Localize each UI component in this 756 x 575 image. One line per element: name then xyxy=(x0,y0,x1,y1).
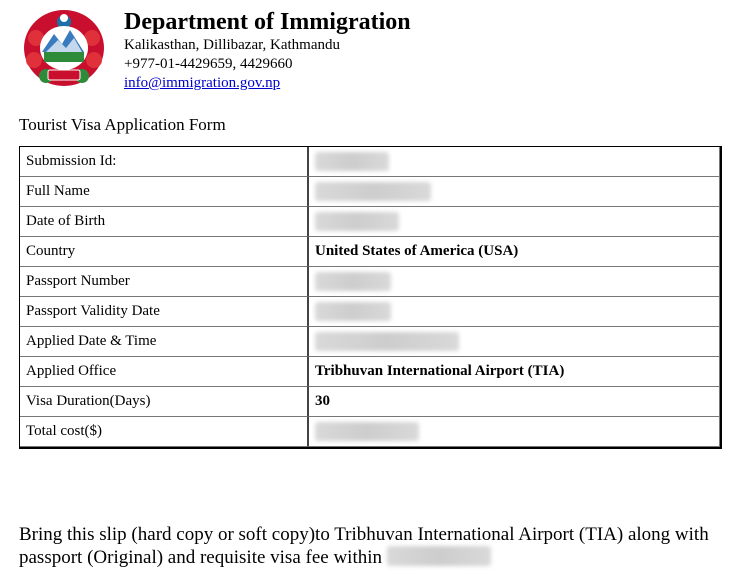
full-name-label: Full Name xyxy=(20,177,309,207)
applied-date-value xyxy=(309,327,720,357)
table-row xyxy=(20,297,720,327)
passport-validity-value xyxy=(309,297,720,327)
table-row xyxy=(20,327,720,357)
table-row xyxy=(20,147,720,177)
total-cost-value xyxy=(309,417,720,447)
passport-validity-label: Passport Validity Date xyxy=(20,297,309,327)
visa-duration-label: Visa Duration(Days) xyxy=(20,387,309,417)
applied-date-label: Applied Date & Time xyxy=(20,327,309,357)
passport-number-value xyxy=(309,267,720,297)
header xyxy=(22,8,742,98)
department-title: Department of Immigration xyxy=(124,9,411,35)
redacted-deadline xyxy=(387,546,491,566)
instruction-text: Bring this slip (hard copy or soft copy)to Tribhuvan International Airport (TIA) along with passport (Original) and requisite visa fee within xyxy=(19,524,709,568)
application-table xyxy=(19,146,722,449)
country-value: United States of America (USA) xyxy=(309,237,720,267)
country-label: Country xyxy=(20,237,309,267)
applied-office-label: Applied Office xyxy=(20,357,309,387)
submission-id-value xyxy=(309,147,720,177)
department-phone: +977-01-4429659, 4429660 xyxy=(124,56,293,72)
department-info xyxy=(124,8,411,93)
table-row xyxy=(20,387,720,417)
visa-duration-value: 30 xyxy=(309,387,720,417)
submission-id-label: Submission Id: xyxy=(20,147,309,177)
table-row xyxy=(20,417,720,447)
full-name-value xyxy=(309,177,720,207)
table-row xyxy=(20,237,720,267)
nepal-emblem-icon xyxy=(22,8,106,88)
department-email-link[interactable]: info@immigration.gov.np xyxy=(124,75,281,91)
department-address: Kalikasthan, Dillibazar, Kathmandu xyxy=(124,37,340,53)
applied-office-value: Tribhuvan International Airport (TIA) xyxy=(309,357,720,387)
total-cost-label: Total cost($) xyxy=(20,417,309,447)
table-row xyxy=(20,267,720,297)
instruction-note xyxy=(19,523,739,569)
form-title: Tourist Visa Application Form xyxy=(19,115,226,134)
table-row xyxy=(20,207,720,237)
table-row xyxy=(20,357,720,387)
date-of-birth-label: Date of Birth xyxy=(20,207,309,237)
table-row xyxy=(20,177,720,207)
date-of-birth-value xyxy=(309,207,720,237)
passport-number-label: Passport Number xyxy=(20,267,309,297)
